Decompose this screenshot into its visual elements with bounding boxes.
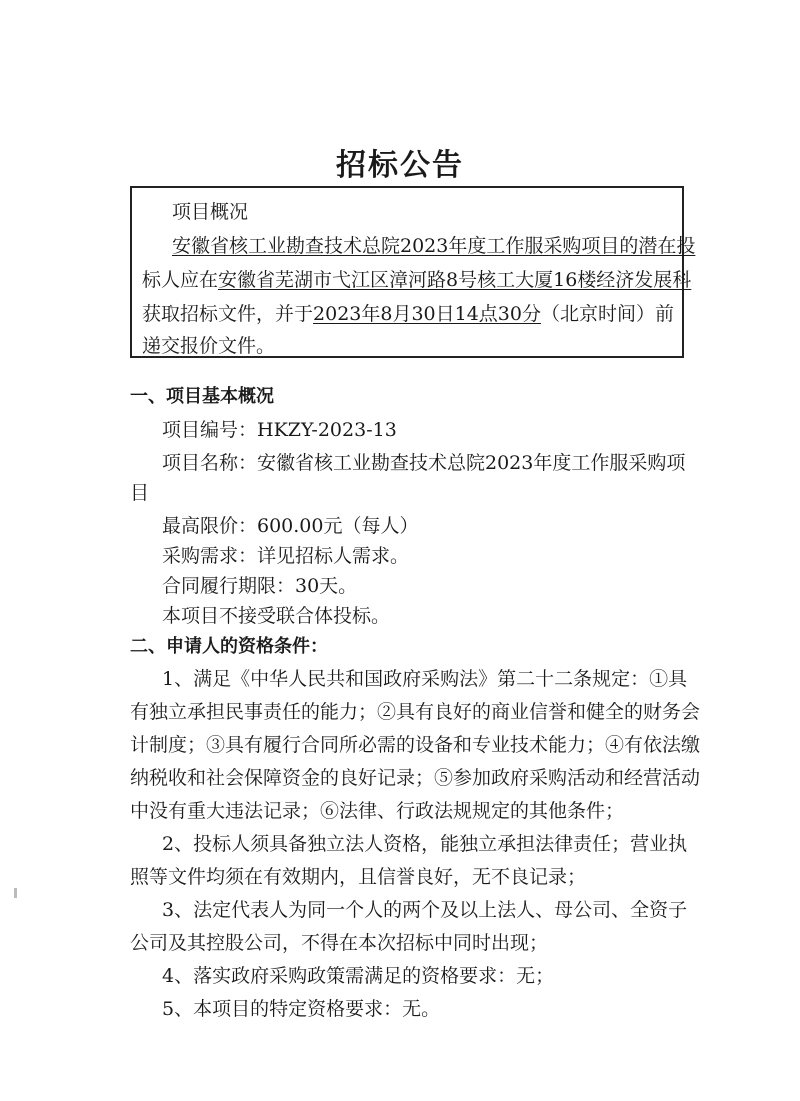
page-title: 招标公告 xyxy=(336,148,464,183)
overview-line-2-prefix: 标人应在 xyxy=(142,269,219,291)
contract-period: 合同履行期限：30天。 xyxy=(162,575,358,597)
project-number: 项目编号：HKZY-2023-13 xyxy=(162,419,397,441)
overview-line-4: 递交报价文件。 xyxy=(142,335,276,357)
overview-line-2 xyxy=(142,268,691,292)
qualification-item-1-line: 中没有重大违法记录；⑥法律、行政法规规定的其他条件； xyxy=(130,800,625,822)
qualification-item-2-line: 照等文件均须在有效期内，且信誉良好，无不良记录； xyxy=(130,866,587,888)
qualification-item-1-line: 纳税收和社会保障资金的良好记录；⑤参加政府采购活动和经营活动 xyxy=(130,767,701,789)
qualification-item-4: 4、落实政府采购政策需满足的资格要求：无； xyxy=(162,965,555,987)
qualification-item-1-line: 有独立承担民事责任的能力；②具有良好的商业信誉和健全的财务会 xyxy=(130,701,701,723)
overview-line-3-suffix: （北京时间）前 xyxy=(541,303,675,325)
no-consortium-note: 本项目不接受联合体投标。 xyxy=(162,605,391,627)
scan-mark xyxy=(14,888,17,898)
submission-deadline: 2023年8月30日14点30分 xyxy=(313,303,541,325)
qualification-item-3-line: 3、法定代表人为同一个人的两个及以上法人、母公司、全资子 xyxy=(162,899,688,921)
section2-heading: 二、申请人的资格条件： xyxy=(130,636,328,657)
overview-line-3 xyxy=(142,302,674,326)
qualification-item-1-line: 计制度；③具有履行合同所必需的设备和专业技术能力；④有依法缴 xyxy=(130,734,701,756)
section1-heading: 一、项目基本概况 xyxy=(130,386,274,407)
overview-heading: 项目概况 xyxy=(172,201,249,223)
project-name-line-1: 项目名称：安徽省核工业勘查技术总院2023年度工作服采购项 xyxy=(162,452,686,474)
qualification-item-1-line: 1、满足《中华人民共和国政府采购法》第二十二条规定：①具 xyxy=(162,668,688,690)
max-price: 最高限价：600.00元（每人） xyxy=(162,515,419,537)
overview-line-3-prefix: 获取招标文件，并于 xyxy=(142,303,314,325)
pickup-address: 安徽省芜湖市弋江区漳河路8号核工大厦16楼经济发展科 xyxy=(218,269,692,291)
qualification-item-2-line: 2、投标人须具备独立法人资格，能独立承担法律责任；营业执 xyxy=(162,833,688,855)
qualification-item-5: 5、本项目的特定资格要求：无。 xyxy=(162,998,441,1020)
procurement-requirement: 采购需求：详见招标人需求。 xyxy=(162,545,410,567)
overview-line-1: 安徽省核工业勘查技术总院2023年度工作服采购项目的潜在投 xyxy=(172,235,696,257)
project-name-line-2: 目 xyxy=(130,482,150,504)
qualification-item-3-line: 公司及其控股公司，不得在本次招标中同时出现； xyxy=(130,932,549,954)
